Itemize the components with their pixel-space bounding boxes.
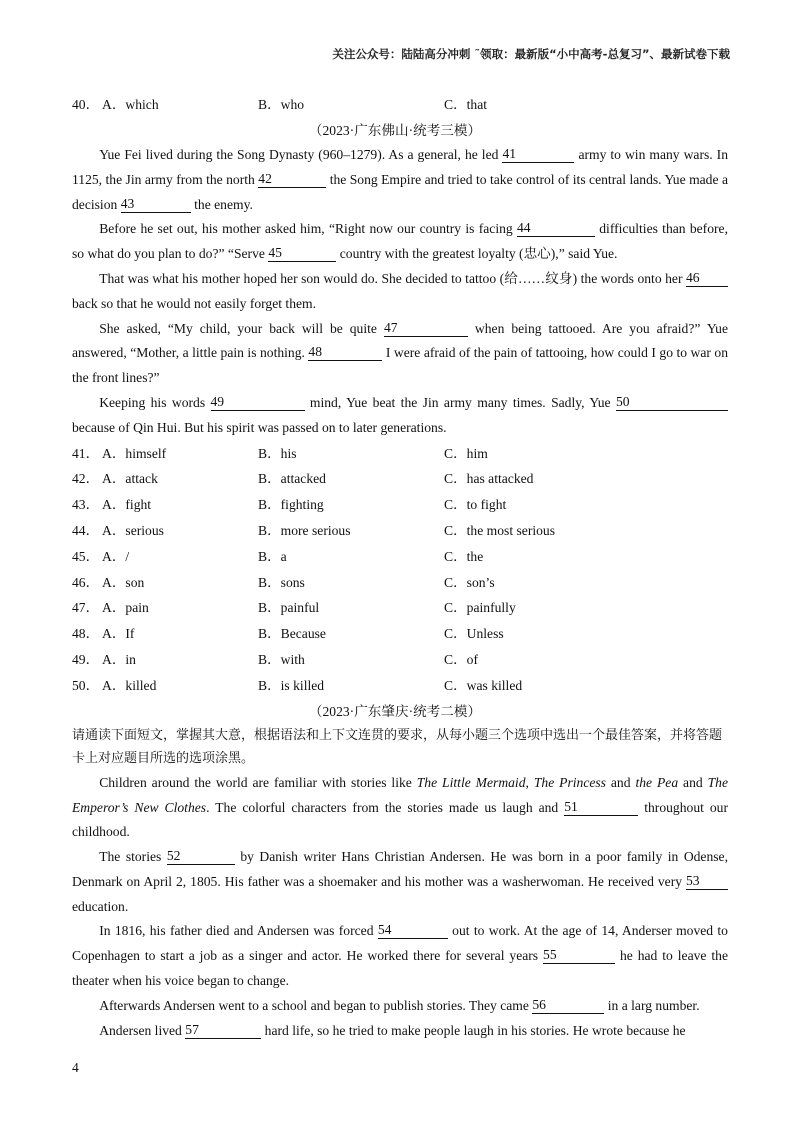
blank-56: 56 xyxy=(532,997,604,1014)
passage2-paragraph-1: Children around the world are familiar with stories like The Little Mermaid, The Princess and the Pea and The Emperor’s New Clothes. The colorful characters from the stories made us laugh and 51 throughout our childhood. xyxy=(72,774,729,840)
option-a: A．himself xyxy=(102,445,167,461)
option-a: A．fight xyxy=(102,497,152,513)
option-b: B．sons xyxy=(258,574,305,590)
option-c: C．that xyxy=(444,97,488,112)
option-b: B．fighting xyxy=(258,497,324,513)
passage2-paragraph-5: Andersen lived 57 hard life, so he tried to make people laugh in his stories. He wrote because he xyxy=(99,1021,686,1038)
option-row xyxy=(72,570,728,596)
option-c: C．the xyxy=(444,548,484,564)
option-a: A．/ xyxy=(102,548,130,564)
blank-45: 45 xyxy=(268,245,336,262)
option-c: C．to fight xyxy=(444,497,507,513)
blank-50: 50 xyxy=(616,394,728,411)
option-b: B．with xyxy=(258,651,305,667)
option-b: B．his xyxy=(258,445,297,461)
question-number: 43． xyxy=(72,497,100,513)
option-a: A．which xyxy=(102,97,159,112)
question-number: 50． xyxy=(72,677,100,693)
option-b: B．is killed xyxy=(258,677,325,693)
blank-52: 52 xyxy=(167,848,235,865)
page-header: 关注公众号：陆陆高分冲刺 ˜领取：最新版“小中高考-总复习”、最新试卷下载 xyxy=(332,47,730,61)
passage1-paragraph-3: That was what his mother hoped her son would do. She decided to tattoo (给……纹身) the words onto her 46 back so that he would not easily forget them. xyxy=(72,267,728,317)
source-label-1: （2023·广东佛山·统考三模） xyxy=(308,122,482,138)
option-c: C．the most serious xyxy=(444,522,556,538)
option-c: C．has attacked xyxy=(444,471,534,487)
option-a: A．pain xyxy=(102,600,149,616)
option-c: C．Unless xyxy=(444,626,504,642)
source-label-2: （2023·广东肇庆·统考二模） xyxy=(308,703,482,719)
option-c: C．son’s xyxy=(444,574,495,590)
options-list-41-50 xyxy=(72,441,728,699)
option-b: B．more serious xyxy=(258,522,351,538)
passage2-paragraph-3: In 1816, his father died and Andersen was forced 54 out to work. At the age of 14, Anderser moved to Copenhagen to start a job as a singer and actor. He worked there for several years 55 he had to leave the theater when his voice began to change. xyxy=(72,922,728,989)
option-c: C．of xyxy=(444,651,478,667)
blank-43: 43 xyxy=(121,196,191,213)
option-row xyxy=(72,518,728,544)
option-b: B．Because xyxy=(258,626,326,642)
blank-44: 44 xyxy=(517,220,595,237)
option-row xyxy=(72,441,728,467)
option-c: C．painfully xyxy=(444,600,516,616)
option-b: B．attacked xyxy=(258,471,326,487)
option-row xyxy=(72,492,728,518)
passage2-paragraph-2: The stories 52 by Danish writer Hans Christian Andersen. He was born in a poor family in Odense, Denmark on April 2, 1805. His father was a shoemaker and his mother was a washerwoman. He received very 53 education. xyxy=(72,848,728,914)
option-a: A．If xyxy=(102,626,135,642)
passage1-paragraph-5: Keeping his words 49 mind, Yue beat the Jin army many times. Sadly, Yue 50 because of Qin Hui. But his spirit was passed on to later generations. xyxy=(72,391,728,441)
option-a: A．son xyxy=(102,574,145,590)
question-number: 42． xyxy=(72,471,100,487)
option-row xyxy=(72,595,728,621)
passage1-paragraph-4: She asked, “My child, your back will be quite 47 when being tattooed. Are you afraid?” Yue answered, “Mother, a little pain is nothing. 48 I were afraid of the pain of tattooing, how could I go to war on the front lines?” xyxy=(72,319,729,386)
blank-41: 41 xyxy=(502,146,574,163)
blank-47: 47 xyxy=(384,320,468,337)
question-number: 44． xyxy=(72,522,100,538)
blank-49: 49 xyxy=(211,394,305,411)
option-a: A．serious xyxy=(102,522,164,538)
blank-48: 48 xyxy=(308,344,382,361)
passage2-paragraph-4: Afterwards Andersen went to a school and began to publish stories. They came 56 in a larg number. xyxy=(99,996,700,1013)
option-b: B．a xyxy=(258,548,287,564)
option-c: C．was killed xyxy=(444,677,523,693)
option-row xyxy=(72,673,728,699)
option-a: A．attack xyxy=(102,471,158,487)
page-content xyxy=(72,92,728,1043)
question-number: 48． xyxy=(72,626,100,642)
option-c: C．him xyxy=(444,445,488,461)
option-b: B．painful xyxy=(258,600,320,616)
option-row xyxy=(72,647,728,673)
blank-42: 42 xyxy=(258,171,326,188)
question-number: 49． xyxy=(72,651,100,667)
blank-51: 51 xyxy=(564,799,638,816)
page-number: 4 xyxy=(72,1060,79,1075)
blank-57: 57 xyxy=(185,1022,261,1039)
option-a: A．in xyxy=(102,651,136,667)
instruction-text: 请通读下面短文，掌握其大意，根据语法和上下文连贯的要求，从每小题三个选项中选出一个最佳答案，并将答题卡上对应题目所选的选项涂黑。 xyxy=(72,727,723,767)
question-number: 46． xyxy=(72,574,100,590)
question-number: 40． xyxy=(72,97,100,112)
option-row xyxy=(72,466,728,492)
question-number: 47． xyxy=(72,600,100,616)
option-a: A．killed xyxy=(102,677,157,693)
question-number: 41． xyxy=(72,445,100,461)
blank-53: 53 xyxy=(686,873,728,890)
option-row xyxy=(72,621,728,647)
option-b: B．who xyxy=(258,97,305,112)
question-number: 45． xyxy=(72,548,100,564)
option-row-40 xyxy=(72,92,728,118)
blank-46: 46 xyxy=(686,270,728,287)
passage1-paragraph-2: Before he set out, his mother asked him, “Right now our country is facing 44 difficulties than before, so what do you plan to do?” “Serve 45 country with the greatest loyalty (忠心),” said Yue. xyxy=(72,220,728,262)
option-row xyxy=(72,544,728,570)
passage1-paragraph-1: Yue Fei lived during the Song Dynasty (960–1279). As a general, he led 41 army to win many wars. In 1125, the Jin army from the north 42 the Song Empire and tried to take control of its central lands. Yue made a decision 43 the enemy. xyxy=(72,145,728,212)
blank-55: 55 xyxy=(543,947,615,964)
blank-54: 54 xyxy=(378,922,448,939)
